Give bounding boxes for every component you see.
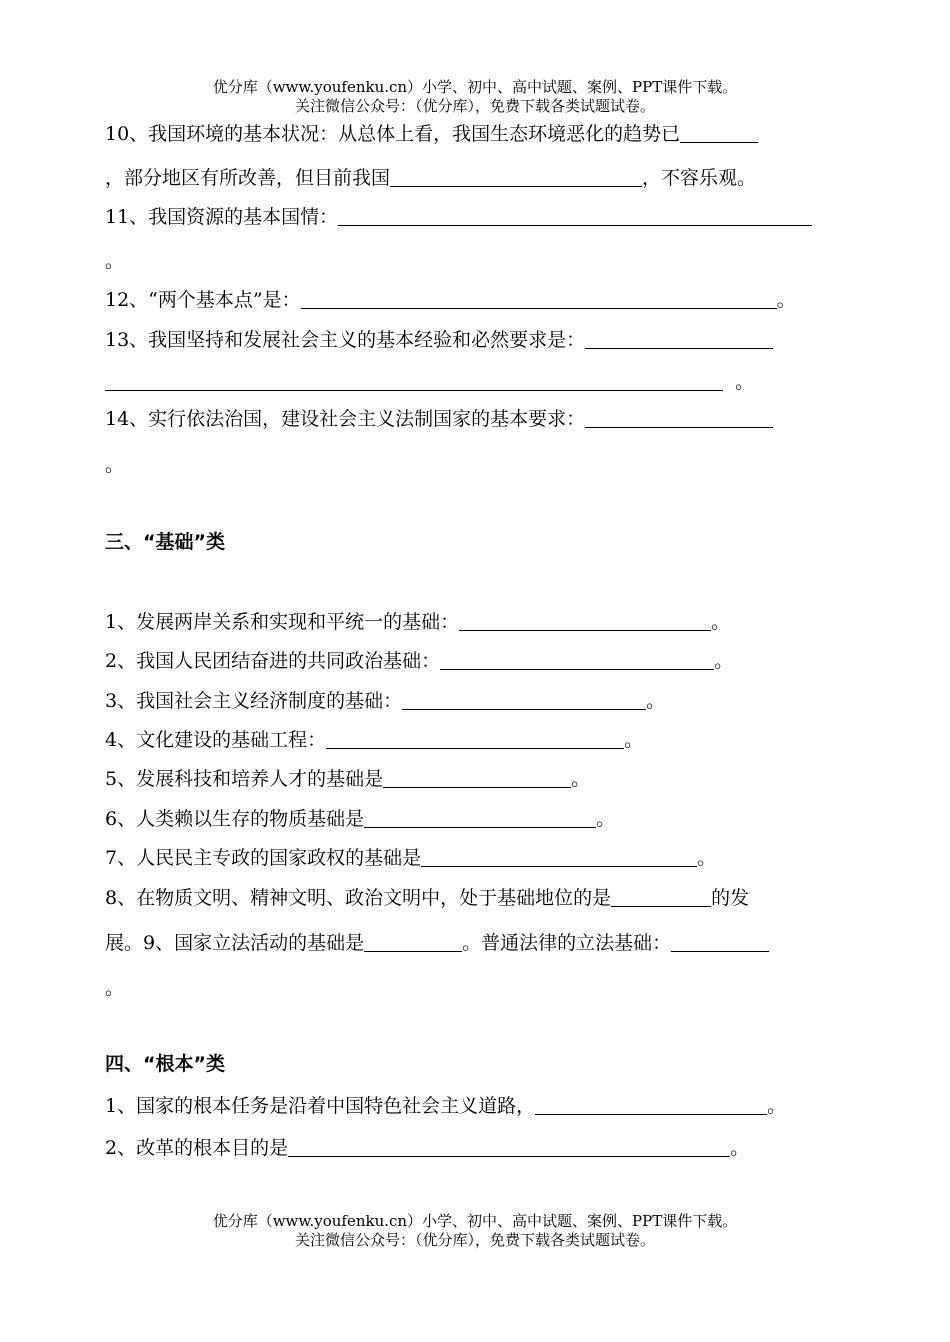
answer-blank[interactable]	[383, 767, 571, 788]
s4-question-2-end: 。	[730, 1137, 750, 1159]
s3-question-5-text: 5、发展科技和培养人才的基础是	[105, 768, 384, 790]
section-4-title: 四、“根本”类	[105, 1053, 225, 1075]
s3-question-6	[105, 806, 615, 832]
question-11-text: 11、我国资源的基本国情：	[105, 206, 339, 228]
answer-blank[interactable]	[421, 846, 697, 867]
answer-blank[interactable]	[440, 649, 714, 670]
answer-blank[interactable]	[326, 728, 624, 749]
answer-blank[interactable]	[611, 886, 711, 907]
s3-question-3-text: 3、我国社会主义经济制度的基础：	[105, 690, 403, 712]
header-line-1: 优分库（www.youfenku.cn）小学、初中、高中试题、案例、PPT课件下载。	[212, 78, 738, 96]
s3-question-2-text: 2、我国人民团结奋进的共同政治基础：	[105, 650, 441, 672]
s4-question-2-text: 2、改革的根本目的是	[105, 1137, 289, 1159]
s3-question-4-end: 。	[624, 729, 644, 751]
s4-question-2	[105, 1135, 749, 1161]
footer-line-2: 关注微信公众号：（优分库），免费下载各类试题试卷。	[294, 1231, 655, 1249]
question-13-text: 13、我国坚持和发展社会主义的基本经验和必然要求是：	[105, 329, 586, 351]
answer-blank[interactable]	[301, 288, 777, 309]
answer-blank[interactable]	[585, 328, 773, 349]
s3-question-4-text: 4、文化建设的基础工程：	[105, 729, 327, 751]
answer-blank[interactable]	[680, 122, 758, 143]
s4-question-1-text: 1、国家的根本任务是沿着中国特色社会主义道路，	[105, 1095, 536, 1117]
question-12-end: 。	[776, 289, 796, 311]
s3-question-2-end: 。	[714, 650, 734, 672]
answer-blank[interactable]	[364, 807, 596, 828]
question-14-end: 。	[105, 454, 125, 476]
s3-question-7	[105, 845, 716, 871]
s3-question-6-text: 6、人类赖以生存的物质基础是	[105, 808, 365, 830]
question-10-text-b: ，部分地区有所改善，但目前我国	[105, 167, 391, 189]
s3-question-8-line-2	[105, 930, 769, 956]
page-footer	[0, 1212, 950, 1250]
question-11-line	[105, 204, 812, 230]
s3-question-4	[105, 727, 643, 753]
answer-blank[interactable]	[671, 931, 769, 952]
s3-question-8-text-d: 。普通法律的立法基础：	[462, 932, 672, 954]
question-10-text-c: ，不容乐观。	[642, 167, 757, 189]
s4-question-1	[105, 1093, 786, 1119]
s3-question-1	[105, 609, 730, 635]
question-13-line	[105, 327, 773, 353]
page-header	[0, 78, 950, 116]
s3-question-6-end: 。	[596, 808, 616, 830]
question-14-text: 14、实行依法治国，建设社会主义法制国家的基本要求：	[105, 408, 586, 430]
question-13-line-2	[105, 369, 754, 395]
s3-question-8-end: 。	[105, 977, 125, 999]
s3-question-5	[105, 766, 590, 792]
answer-blank[interactable]	[288, 1136, 730, 1157]
s3-question-5-end: 。	[571, 768, 591, 790]
question-12-line	[105, 287, 796, 313]
question-10-line-2	[105, 165, 756, 191]
answer-blank[interactable]	[535, 1094, 767, 1115]
question-13-end: 。	[735, 371, 755, 393]
s4-question-1-end: 。	[767, 1095, 787, 1117]
s3-question-8-text-c: 展。9、国家立法活动的基础是	[105, 932, 365, 954]
s3-question-8-text-a: 8、在物质文明、精神文明、政治文明中，处于基础地位的是	[105, 887, 612, 909]
s3-question-2	[105, 648, 733, 674]
question-14-line	[105, 406, 773, 432]
header-line-2: 关注微信公众号：（优分库），免费下载各类试题试卷。	[294, 97, 655, 115]
s3-question-8-line-1	[105, 885, 749, 911]
answer-blank[interactable]	[390, 166, 642, 187]
answer-blank[interactable]	[364, 931, 462, 952]
question-10-line-1	[105, 121, 758, 147]
s3-question-1-text: 1、发展两岸关系和实现和平统一的基础：	[105, 611, 460, 633]
answer-blank[interactable]	[105, 370, 723, 391]
s3-question-7-end: 。	[697, 847, 717, 869]
answer-blank[interactable]	[459, 610, 711, 631]
answer-blank[interactable]	[585, 407, 773, 428]
s3-question-1-end: 。	[711, 611, 731, 633]
answer-blank[interactable]	[338, 205, 812, 226]
question-10-text-a: 10、我国环境的基本状况：从总体上看，我国生态环境恶化的趋势已	[105, 123, 681, 145]
footer-line-1: 优分库（www.youfenku.cn）小学、初中、高中试题、案例、PPT课件下载。	[212, 1212, 738, 1230]
s3-question-3-end: 。	[646, 690, 666, 712]
section-3-title: 三、“基础”类	[105, 531, 225, 553]
answer-blank[interactable]	[402, 689, 646, 710]
question-12-text: 12、“两个基本点”是：	[105, 289, 301, 311]
s3-question-3	[105, 688, 665, 714]
s3-question-8-text-b: 的发	[711, 887, 750, 909]
s3-question-7-text: 7、人民民主专政的国家政权的基础是	[105, 847, 422, 869]
question-11-end: 。	[105, 250, 125, 272]
